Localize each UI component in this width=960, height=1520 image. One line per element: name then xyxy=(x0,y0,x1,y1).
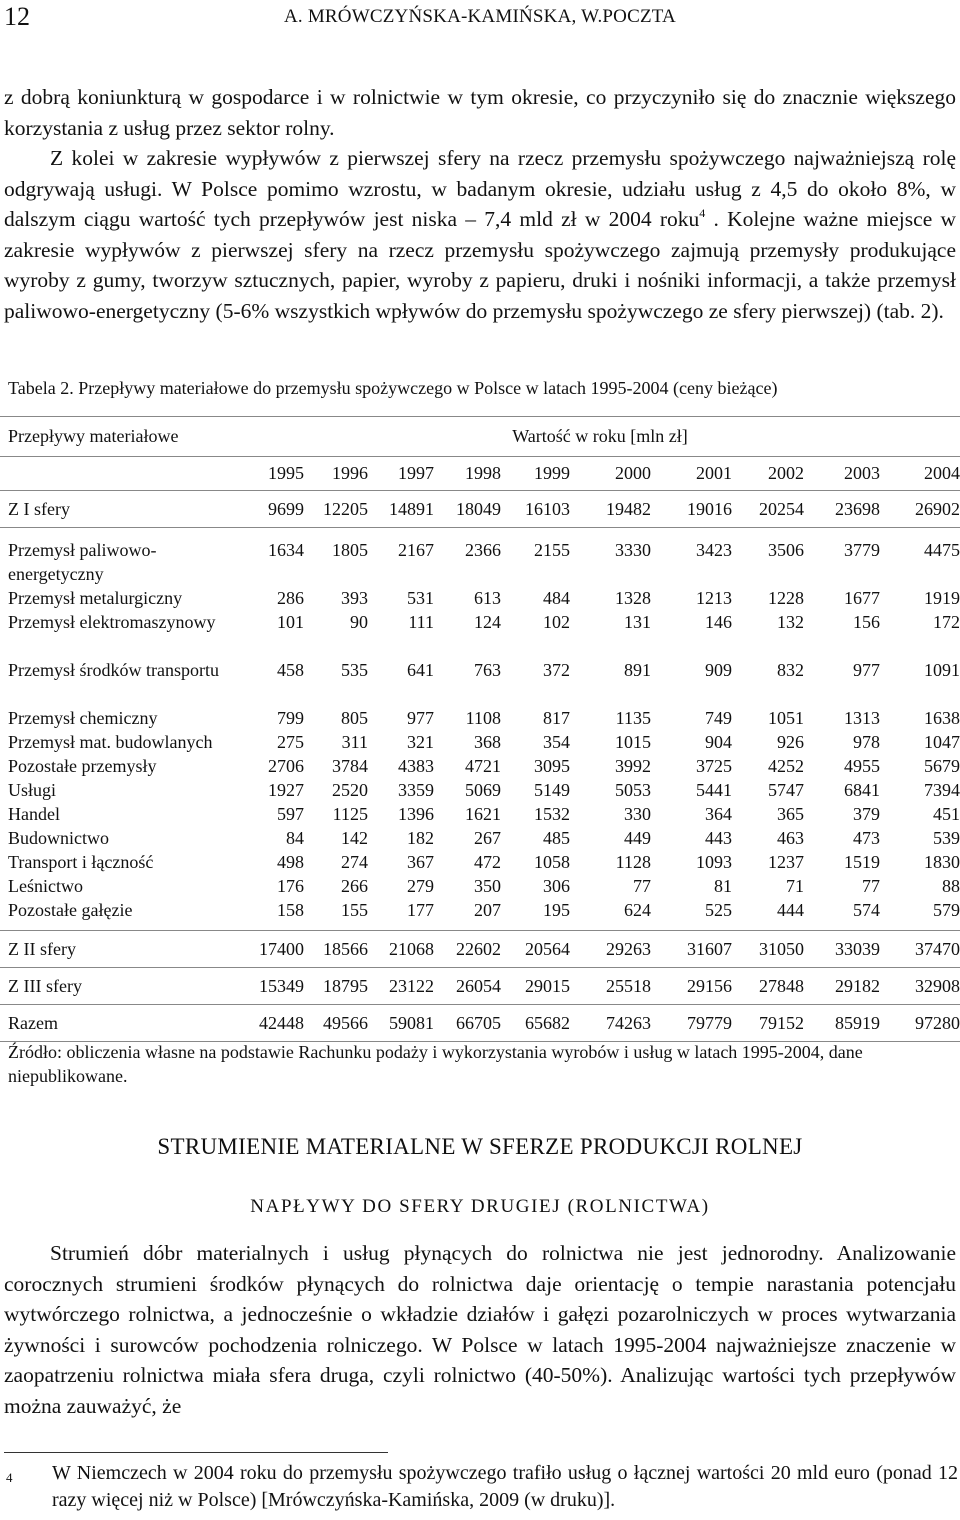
table-row xyxy=(0,826,960,850)
value-cell: 195 xyxy=(543,900,570,920)
value-cell: 3095 xyxy=(534,756,570,776)
value-cell: 20564 xyxy=(501,931,570,968)
page-number: 12 xyxy=(4,2,30,31)
value-cell: 124 xyxy=(474,612,501,632)
years-row xyxy=(0,457,960,491)
value-cell: 172 xyxy=(933,612,960,632)
value-cell: 364 xyxy=(705,804,732,824)
value-cell: 763 xyxy=(474,660,501,680)
value-cell: 29015 xyxy=(501,968,570,1005)
material-flows-table xyxy=(0,416,960,1042)
footnote-divider xyxy=(4,1452,388,1453)
value-cell: 5053 xyxy=(615,780,651,800)
value-cell: 26902 xyxy=(880,491,960,528)
value-cell: 275 xyxy=(277,732,304,752)
value-cell: 59081 xyxy=(368,1005,434,1042)
footnote-mark: 4 xyxy=(6,1470,13,1485)
row-label: Przemysł środków transportu xyxy=(8,660,219,680)
value-cell: 5679 xyxy=(924,756,960,776)
value-cell: 19482 xyxy=(570,491,651,528)
value-cell: 4383 xyxy=(398,756,434,776)
value-cell: 156 xyxy=(853,612,880,632)
value-cell: 977 xyxy=(853,660,880,680)
value-cell: 444 xyxy=(777,900,804,920)
value-cell: 3725 xyxy=(696,756,732,776)
value-cell: 42448 xyxy=(240,1005,304,1042)
value-cell: 473 xyxy=(853,828,880,848)
year-cell: 2002 xyxy=(732,457,804,491)
value-cell: 393 xyxy=(341,588,368,608)
value-cell: 749 xyxy=(705,708,732,728)
value-cell: 1634 xyxy=(268,540,304,560)
value-cell: 832 xyxy=(777,660,804,680)
table-row xyxy=(0,874,960,898)
row-label: Budownictwo xyxy=(8,828,109,848)
value-cell: 5747 xyxy=(768,780,804,800)
value-cell: 146 xyxy=(705,612,732,632)
value-cell: 26054 xyxy=(434,968,501,1005)
value-cell: 88 xyxy=(942,876,960,896)
value-cell: 2706 xyxy=(268,756,304,776)
value-cell: 891 xyxy=(624,660,651,680)
value-cell: 21068 xyxy=(368,931,434,968)
table-row-z1 xyxy=(0,491,960,528)
table-row xyxy=(0,706,960,730)
value-cell: 977 xyxy=(407,708,434,728)
table-source-note: Źródło: obliczenia własne na podstawie Rachunku podaży i wykorzystania wyrobów i usług w latach 1995-2004, dane niepublikowane. xyxy=(8,1042,863,1086)
value-cell: 306 xyxy=(543,876,570,896)
value-cell: 4721 xyxy=(465,756,501,776)
value-cell: 1051 xyxy=(768,708,804,728)
value-cell: 84 xyxy=(286,828,304,848)
value-cell: 15349 xyxy=(240,968,304,1005)
row-label: Przemysł metalurgiczny xyxy=(8,588,183,608)
value-cell: 37470 xyxy=(880,931,960,968)
value-cell: 485 xyxy=(543,828,570,848)
value-cell: 1237 xyxy=(768,852,804,872)
row-label: Z I sfery xyxy=(0,491,240,528)
value-cell: 904 xyxy=(705,732,732,752)
year-cell: 2003 xyxy=(804,457,880,491)
value-cell: 379 xyxy=(853,804,880,824)
value-cell: 142 xyxy=(341,828,368,848)
value-cell: 4475 xyxy=(924,540,960,560)
value-cell: 1313 xyxy=(844,708,880,728)
value-cell: 22602 xyxy=(434,931,501,968)
value-cell: 909 xyxy=(705,660,732,680)
value-cell: 267 xyxy=(474,828,501,848)
table-row-z2 xyxy=(0,931,960,968)
value-cell: 2167 xyxy=(398,540,434,560)
value-cell: 29263 xyxy=(570,931,651,968)
value-cell: 131 xyxy=(624,612,651,632)
value-cell: 266 xyxy=(341,876,368,896)
value-cell: 71 xyxy=(786,876,804,896)
value-cell: 451 xyxy=(933,804,960,824)
value-cell: 1919 xyxy=(924,588,960,608)
value-cell: 484 xyxy=(543,588,570,608)
value-cell: 3992 xyxy=(615,756,651,776)
value-cell: 77 xyxy=(633,876,651,896)
table-row xyxy=(0,658,960,706)
value-cell: 132 xyxy=(777,612,804,632)
value-cell: 27848 xyxy=(732,968,804,1005)
value-cell: 1677 xyxy=(844,588,880,608)
value-cell: 207 xyxy=(474,900,501,920)
value-cell: 535 xyxy=(341,660,368,680)
value-cell: 155 xyxy=(341,900,368,920)
value-cell: 458 xyxy=(277,660,304,680)
value-cell: 31050 xyxy=(732,931,804,968)
value-cell: 23698 xyxy=(804,491,880,528)
value-cell: 2366 xyxy=(465,540,501,560)
year-cell: 2001 xyxy=(651,457,732,491)
row-label: Usługi xyxy=(8,780,57,800)
value-cell: 1093 xyxy=(696,852,732,872)
row-label: Przemysł mat. budowlanych xyxy=(8,732,213,752)
value-cell: 641 xyxy=(407,660,434,680)
value-cell: 1125 xyxy=(332,804,368,824)
value-cell: 5149 xyxy=(534,780,570,800)
table-row-total xyxy=(0,1005,960,1042)
value-cell: 1108 xyxy=(465,708,501,728)
value-cell: 1519 xyxy=(844,852,880,872)
value-cell: 77 xyxy=(862,876,880,896)
value-cell: 597 xyxy=(277,804,304,824)
value-cell: 49566 xyxy=(304,1005,368,1042)
value-cell: 321 xyxy=(407,732,434,752)
table-row xyxy=(0,898,960,931)
section-paragraph: Strumień dóbr materialnych i usług płynących do rolnictwa nie jest jednorodny. Analizowanie corocznych strumieni środków płynących do rolnictwa daje orientację o tempie narastania potencjału wytwórczego rolnictwa, a jednocześnie o wkładzie działów i gałęzi pozarolniczych w proces wytwarzania żywności i surowców pochodzenia rolniczego. W Polsce w latach 1995-2004 najważniejsze znaczenie w zaopatrzeniu rolnictwa miała sfera druga, czyli rolnictwo (40-50%). Analizując wartości tych przepływów można zauważyć, że xyxy=(4,1241,956,1418)
value-cell: 177 xyxy=(407,900,434,920)
value-cell: 1805 xyxy=(332,540,368,560)
value-cell: 102 xyxy=(543,612,570,632)
value-cell: 3784 xyxy=(332,756,368,776)
value-cell: 66705 xyxy=(434,1005,501,1042)
value-cell: 79779 xyxy=(651,1005,732,1042)
value-cell: 18566 xyxy=(304,931,368,968)
value-cell: 311 xyxy=(341,732,368,752)
row-label: Pozostałe gałęzie xyxy=(8,900,133,920)
year-cell: 1997 xyxy=(368,457,434,491)
value-cell: 1328 xyxy=(615,588,651,608)
value-cell: 1047 xyxy=(924,732,960,752)
value-cell: 1213 xyxy=(696,588,732,608)
value-cell: 1228 xyxy=(768,588,804,608)
value-cell: 799 xyxy=(277,708,304,728)
value-cell: 372 xyxy=(543,660,570,680)
row-label: Leśnictwo xyxy=(8,876,83,896)
value-cell: 1128 xyxy=(615,852,651,872)
footnote-text: W Niemczech w 2004 roku do przemysłu spożywczego trafiło usług o łącznej wartości 20 mld euro (ponad 12 razy więcej niż w Polsce) [Mrówczyńska-Kamińska, 2009 (w druku)]. xyxy=(52,1462,958,1511)
year-cell: 1999 xyxy=(501,457,570,491)
year-cell: 2000 xyxy=(570,457,651,491)
value-cell: 365 xyxy=(777,804,804,824)
detail-rows xyxy=(0,528,960,931)
value-cell: 16103 xyxy=(501,491,570,528)
value-cell: 32908 xyxy=(880,968,960,1005)
value-cell: 1621 xyxy=(465,804,501,824)
value-cell: 4252 xyxy=(768,756,804,776)
value-cell: 1532 xyxy=(534,804,570,824)
row-label: Z II sfery xyxy=(0,931,240,968)
row-label: Przemysł paliwowo-energetyczny xyxy=(8,540,157,584)
value-cell: 449 xyxy=(624,828,651,848)
value-cell: 3359 xyxy=(398,780,434,800)
intro-paragraph-2 xyxy=(4,143,956,326)
value-cell: 1135 xyxy=(615,708,651,728)
value-cell: 79152 xyxy=(732,1005,804,1042)
table-row xyxy=(0,802,960,826)
value-cell: 1830 xyxy=(924,852,960,872)
value-cell: 279 xyxy=(407,876,434,896)
value-cell: 25518 xyxy=(570,968,651,1005)
value-cell: 7394 xyxy=(924,780,960,800)
value-cell: 354 xyxy=(543,732,570,752)
value-cell: 5069 xyxy=(465,780,501,800)
value-cell: 97280 xyxy=(880,1005,960,1042)
value-cell: 6841 xyxy=(844,780,880,800)
value-cell: 472 xyxy=(474,852,501,872)
table-row xyxy=(0,586,960,610)
value-cell: 29182 xyxy=(804,968,880,1005)
running-header: A. MRÓWCZYŃSKA-KAMIŃSKA, W.POCZTA xyxy=(284,6,676,27)
value-cell: 1091 xyxy=(924,660,960,680)
value-cell: 17400 xyxy=(240,931,304,968)
value-cell: 1015 xyxy=(615,732,651,752)
value-cell: 19016 xyxy=(651,491,732,528)
value-cell: 1396 xyxy=(398,804,434,824)
value-cell: 33039 xyxy=(804,931,880,968)
value-cell: 9699 xyxy=(240,491,304,528)
year-cell: 1995 xyxy=(240,457,304,491)
value-cell: 31607 xyxy=(651,931,732,968)
value-cell: 926 xyxy=(777,732,804,752)
value-cell: 624 xyxy=(624,900,651,920)
value-cell: 367 xyxy=(407,852,434,872)
value-cell: 443 xyxy=(705,828,732,848)
value-cell: 18049 xyxy=(434,491,501,528)
value-cell: 29156 xyxy=(651,968,732,1005)
row-label: Handel xyxy=(8,804,60,824)
table-row xyxy=(0,528,960,587)
value-cell: 274 xyxy=(341,852,368,872)
row-label: Razem xyxy=(0,1005,240,1042)
table-row xyxy=(0,610,960,658)
value-cell: 286 xyxy=(277,588,304,608)
section-heading: STRUMIENIE MATERIALNE W SFERZE PRODUKCJI ROLNEJ xyxy=(157,1134,803,1159)
value-cell: 14891 xyxy=(368,491,434,528)
section-subheading: NAPŁYWY DO SFERY DRUGIEJ (ROLNICTWA) xyxy=(250,1196,710,1217)
value-cell: 498 xyxy=(277,852,304,872)
value-cell: 101 xyxy=(277,612,304,632)
row-label: Z III sfery xyxy=(0,968,240,1005)
value-cell: 574 xyxy=(853,900,880,920)
row-label: Pozostałe przemysły xyxy=(8,756,157,776)
value-cell: 90 xyxy=(350,612,368,632)
value-cell: 81 xyxy=(714,876,732,896)
value-cell: 1058 xyxy=(534,852,570,872)
value-cell: 579 xyxy=(933,900,960,920)
intro-paragraph-1: z dobrą koniunkturą w gospodarce i w rolnictwie w tym okresie, co przyczyniło się do znacznie większego korzystania z usług przez sektor rolny. xyxy=(4,85,956,140)
value-cell: 463 xyxy=(777,828,804,848)
table-row-z3 xyxy=(0,968,960,1005)
value-cell: 74263 xyxy=(570,1005,651,1042)
table-header-row xyxy=(0,417,960,457)
value-cell: 158 xyxy=(277,900,304,920)
value-cell: 2155 xyxy=(534,540,570,560)
value-cell: 817 xyxy=(543,708,570,728)
value-cell: 3423 xyxy=(696,540,732,560)
year-cell: 1996 xyxy=(304,457,368,491)
value-cell: 805 xyxy=(341,708,368,728)
value-cell: 3506 xyxy=(768,540,804,560)
value-cell: 176 xyxy=(277,876,304,896)
row-label: Przemysł chemiczny xyxy=(8,708,158,728)
value-cell: 978 xyxy=(853,732,880,752)
years-row-spacer xyxy=(0,457,240,491)
value-cell: 4955 xyxy=(844,756,880,776)
value-cell: 531 xyxy=(407,588,434,608)
value-cell: 3779 xyxy=(844,540,880,560)
table-row xyxy=(0,778,960,802)
value-cell: 613 xyxy=(474,588,501,608)
table-row xyxy=(0,730,960,754)
value-cell: 2520 xyxy=(332,780,368,800)
year-cell: 2004 xyxy=(880,457,960,491)
value-cell: 111 xyxy=(408,612,434,632)
value-cell: 5441 xyxy=(696,780,732,800)
value-cell: 539 xyxy=(933,828,960,848)
intro-paragraph-2-text-b: . Kolejne ważne miejsce w zakresie wypływów z pierwszej sfery na rzecz przemysłu spożywczego zajmują przemysły produkujące wyroby z gumy, tworzyw sztucznych, papier, wyroby z papieru, druki i nośniki informacji, a także przemysł paliwowo-energetyczny (5-6% wszystkich wpływów do przemysłu spożywczego ze sfery pierwszej) (tab. 2). xyxy=(4,207,957,323)
value-cell: 85919 xyxy=(804,1005,880,1042)
value-cell: 330 xyxy=(624,804,651,824)
row-label: Transport i łączność xyxy=(8,852,154,872)
value-cell: 18795 xyxy=(304,968,368,1005)
value-cell: 350 xyxy=(474,876,501,896)
value-cell: 65682 xyxy=(501,1005,570,1042)
value-cell: 1638 xyxy=(924,708,960,728)
value-header-cell: Wartość w roku [mln zł] xyxy=(240,417,960,457)
value-cell: 182 xyxy=(407,828,434,848)
row-label: Przemysł elektromaszynowy xyxy=(8,612,216,632)
table-caption: Tabela 2. Przepływy materiałowe do przemysłu spożywczego w Polsce w latach 1995-2004 (ceny bieżące) xyxy=(8,378,778,398)
year-cell: 1998 xyxy=(434,457,501,491)
value-cell: 3330 xyxy=(615,540,651,560)
value-cell: 525 xyxy=(705,900,732,920)
table-row xyxy=(0,754,960,778)
intro-paragraph-2-text-a: Z kolei w zakresie wypływów z pierwszej sfery na rzecz przemysłu spożywczego najważniejszą rolę odgrywają usługi. W Polsce pomimo wzrostu, w badanym okresie, udziału usług z 4,5 do około 8%, w dalszym ciągu wartość tych przepływów jest niska – 7,4 mld zł w 2004 roku xyxy=(4,146,956,231)
value-cell: 12205 xyxy=(304,491,368,528)
value-cell: 1927 xyxy=(268,780,304,800)
value-cell: 23122 xyxy=(368,968,434,1005)
value-cell: 20254 xyxy=(732,491,804,528)
row-header-cell: Przepływy materiałowe xyxy=(0,417,240,457)
table-row xyxy=(0,850,960,874)
footnote-reference: 4 xyxy=(699,206,706,220)
value-cell: 368 xyxy=(474,732,501,752)
